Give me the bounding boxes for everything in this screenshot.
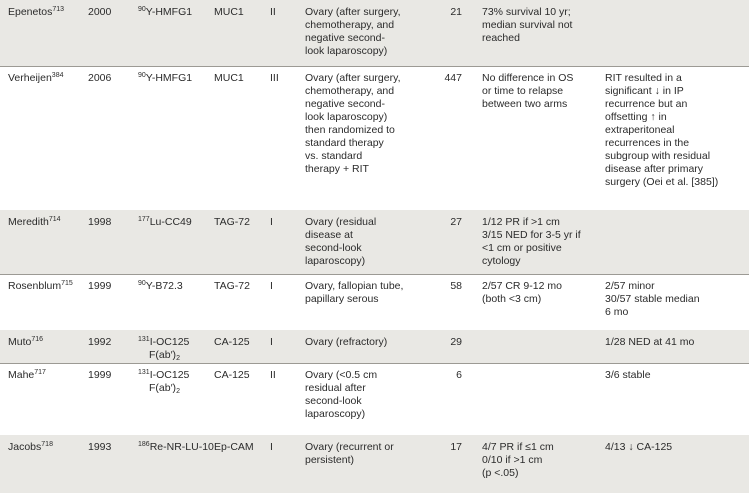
year-cell: 1998: [88, 216, 112, 228]
year-cell: 2000: [88, 6, 112, 18]
comment-cell: 1/28 NED at 41 mo: [605, 336, 695, 348]
phase-cell: I: [270, 216, 273, 228]
agent-cell: $^{90}$Y-HMFG1: [138, 72, 193, 84]
year-cell: 1999: [88, 280, 112, 292]
target-cell: Ep-CAM: [214, 441, 254, 453]
disease-cell: Ovary (<0.5 cm residual after second-look laparoscopy): [305, 369, 378, 420]
disease-cell: Ovary (residual disease at second-look laparoscopy): [305, 216, 377, 267]
result-cell: No difference in OS or time to relapse between two arms: [482, 72, 574, 110]
agent-cell: $^{177}$Lu-CC49: [138, 216, 192, 228]
n-cell: 21: [450, 6, 462, 18]
table-row: [0, 330, 749, 364]
table-row: [0, 363, 749, 436]
disease-cell: Ovary (refractory): [305, 336, 388, 348]
n-cell: 29: [450, 336, 462, 348]
year-cell: 1992: [88, 336, 112, 348]
phase-cell: III: [270, 72, 279, 84]
phase-cell: II: [270, 6, 276, 18]
phase-cell: II: [270, 369, 276, 381]
table-row: [0, 435, 749, 493]
n-cell: 58: [450, 280, 462, 292]
disease-cell: Ovary (after surgery, chemotherapy, and negative second- look laparoscopy) then randomized to standard therapy vs. standard therapy + RIT: [305, 72, 401, 175]
comment-cell: 2/57 minor 30/57 stable median 6 mo: [605, 280, 700, 318]
agent-cell: $^{131}$I-OC125 $F(ab')_2$: [138, 369, 190, 395]
author-cell: Verheijen$^{384}$: [8, 72, 64, 84]
table-row: [0, 0, 749, 67]
result-cell: 1/12 PR if >1 cm 3/15 NED for 3-5 yr if <1 cm or positive cytology: [482, 216, 581, 267]
result-cell: 4/7 PR if ≤1 cm 0/10 if >1 cm (p <.05): [482, 441, 554, 479]
table-row: [0, 274, 749, 331]
author-cell: Muto$^{716}$: [8, 336, 44, 348]
phase-cell: I: [270, 336, 273, 348]
target-cell: MUC1: [214, 6, 244, 18]
target-cell: TAG-72: [214, 216, 250, 228]
author-cell: Epenetos$^{713}$: [8, 6, 65, 18]
comment-cell: 3/6 stable: [605, 369, 651, 381]
author-cell: Jacobs$^{718}$: [8, 441, 53, 453]
agent-cell: $^{186}$Re-NR-LU-10: [138, 441, 214, 453]
n-cell: 17: [450, 441, 462, 453]
author-cell: Rosenblum$^{715}$: [8, 280, 73, 292]
phase-cell: I: [270, 441, 273, 453]
agent-cell: $^{90}$Y-B72.3: [138, 280, 183, 292]
year-cell: 2006: [88, 72, 112, 84]
disease-cell: Ovary (recurrent or persistent): [305, 441, 394, 466]
author-cell: Mahe$^{717}$: [8, 369, 46, 381]
agent-cell: $^{131}$I-OC125 $F(ab')_2$: [138, 336, 190, 362]
table-row: [0, 210, 749, 275]
comment-cell: RIT resulted in a significant ↓ in IP recurrence but an offsetting ↑ in extraperitoneal recurrences in the subgroup with residual disease after primary surgery (Oei et al. [385]): [605, 72, 719, 188]
year-cell: 1993: [88, 441, 112, 453]
result-cell: 2/57 CR 9-12 mo (both <3 cm): [482, 280, 562, 305]
n-cell: 6: [456, 369, 462, 381]
n-cell: 447: [444, 72, 462, 84]
table-row: [0, 66, 749, 211]
disease-cell: Ovary (after surgery, chemotherapy, and negative second- look laparoscopy): [305, 6, 401, 57]
year-cell: 1999: [88, 369, 112, 381]
author-cell: Meredith$^{714}$: [8, 216, 61, 228]
target-cell: CA-125: [214, 369, 250, 381]
target-cell: TAG-72: [214, 280, 250, 292]
n-cell: 27: [450, 216, 462, 228]
phase-cell: I: [270, 280, 273, 292]
comment-cell: 4/13 ↓ CA-125: [605, 441, 673, 453]
target-cell: MUC1: [214, 72, 244, 84]
disease-cell: Ovary, fallopian tube, papillary serous: [305, 280, 404, 305]
agent-cell: $^{90}$Y-HMFG1: [138, 6, 193, 18]
target-cell: CA-125: [214, 336, 250, 348]
result-cell: 73% survival 10 yr; median survival not reached: [482, 6, 573, 44]
